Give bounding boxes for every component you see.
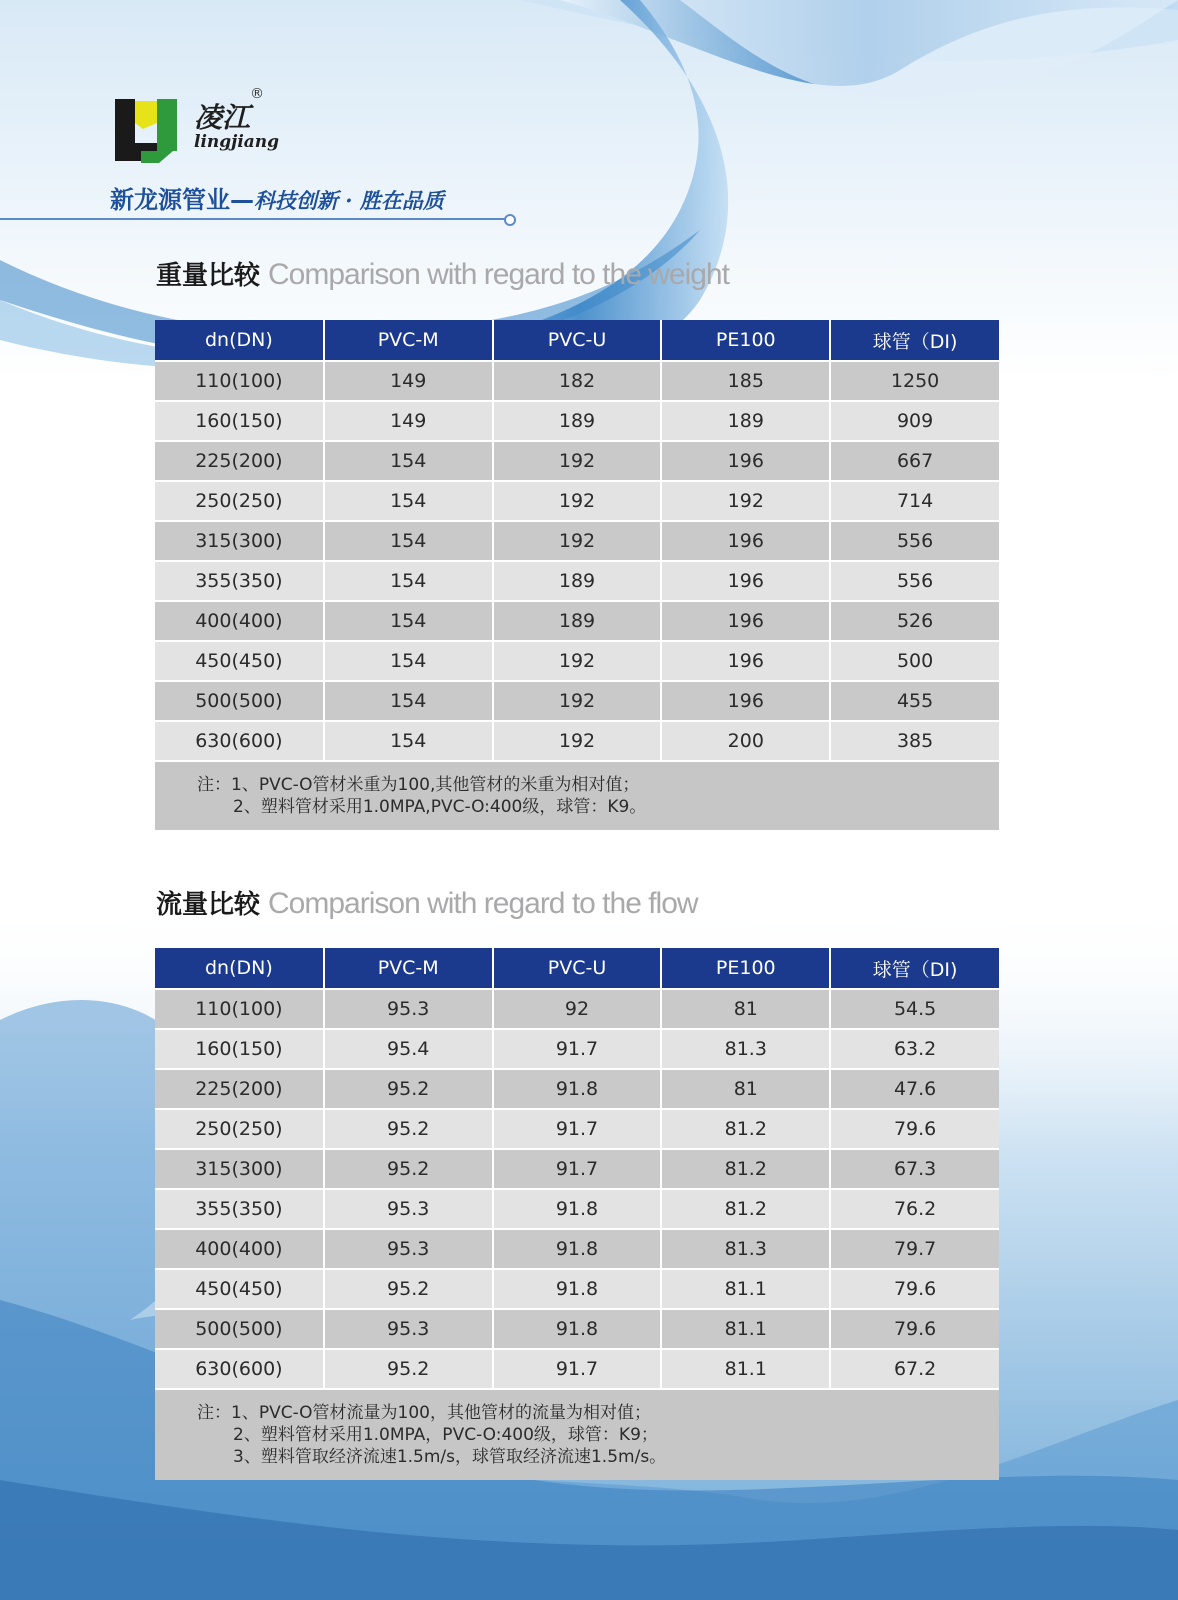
table-cell: 196: [661, 561, 830, 601]
table-row: [155, 441, 999, 481]
table-row: [155, 1229, 999, 1269]
table-cell: 196: [661, 521, 830, 561]
table-cell: 149: [324, 361, 493, 401]
table-cell: 91.7: [493, 1029, 662, 1069]
table-cell: 67.2: [830, 1349, 999, 1389]
table-cell: 450(450): [155, 641, 324, 681]
header-di: 球管（DI): [830, 320, 999, 361]
note-line: 2、塑料管材采用1.0MPA，PVC-O:400级，球管：K9；: [233, 1425, 658, 1445]
table-row: [155, 1069, 999, 1109]
table-cell: 91.8: [493, 1269, 662, 1309]
flow-title-en: Comparison with regard to the flow: [268, 887, 698, 920]
table-cell: 91.7: [493, 1149, 662, 1189]
table-cell: 63.2: [830, 1029, 999, 1069]
header-pvc-u: PVC-U: [493, 948, 662, 989]
table-cell: 76.2: [830, 1189, 999, 1229]
table-cell: 192: [493, 521, 662, 561]
table-cell: 250(250): [155, 1109, 324, 1149]
flow-notes: [155, 1389, 999, 1480]
table-cell: 95.2: [324, 1149, 493, 1189]
table-cell: 154: [324, 521, 493, 561]
table-cell: 189: [661, 401, 830, 441]
table-cell: 91.7: [493, 1109, 662, 1149]
table-note-row: [155, 1389, 999, 1480]
weight-notes: [155, 761, 999, 830]
table-cell: 95.2: [324, 1269, 493, 1309]
registered-mark: ®: [250, 86, 264, 102]
table-cell: 250(250): [155, 481, 324, 521]
table-cell: 149: [324, 401, 493, 441]
weight-section-title: [156, 255, 729, 292]
slogan-underline: [0, 218, 508, 220]
header-dn: dn(DN): [155, 948, 324, 989]
table-cell: 192: [493, 721, 662, 761]
table-cell: 189: [493, 561, 662, 601]
table-cell: 455: [830, 681, 999, 721]
table-cell: 225(200): [155, 1069, 324, 1109]
table-cell: 714: [830, 481, 999, 521]
table-cell: 81.2: [661, 1109, 830, 1149]
table-cell: 355(350): [155, 1189, 324, 1229]
table-cell: 54.5: [830, 989, 999, 1029]
table-cell: 91.8: [493, 1309, 662, 1349]
table-cell: 160(150): [155, 401, 324, 441]
table-cell: 196: [661, 641, 830, 681]
table-row: [155, 1349, 999, 1389]
company-slogan: [110, 180, 444, 215]
table-row: [155, 1269, 999, 1309]
table-cell: 81.2: [661, 1189, 830, 1229]
table-cell: 400(400): [155, 1229, 324, 1269]
table-row: [155, 521, 999, 561]
table-cell: 154: [324, 441, 493, 481]
table-cell: 81.2: [661, 1149, 830, 1189]
table-cell: 154: [324, 681, 493, 721]
flow-table: [155, 948, 999, 1480]
table-cell: 95.2: [324, 1109, 493, 1149]
note-line: 3、塑料管取经济流速1.5m/s，球管取经济流速1.5m/s。: [233, 1447, 667, 1467]
table-cell: 81: [661, 989, 830, 1029]
table-cell: 95.4: [324, 1029, 493, 1069]
table-cell: 81.3: [661, 1229, 830, 1269]
table-cell: 154: [324, 561, 493, 601]
table-cell: 154: [324, 721, 493, 761]
table-row: [155, 601, 999, 641]
table-cell: 630(600): [155, 1349, 324, 1389]
table-cell: 67.3: [830, 1149, 999, 1189]
table-cell: 315(300): [155, 521, 324, 561]
table-cell: 110(100): [155, 361, 324, 401]
brand-logo-icon: [113, 93, 185, 165]
header-di: 球管（DI): [830, 948, 999, 989]
table-cell: 192: [493, 681, 662, 721]
table-cell: 182: [493, 361, 662, 401]
table-cell: 154: [324, 481, 493, 521]
table-cell: 189: [493, 401, 662, 441]
table-cell: 909: [830, 401, 999, 441]
table-row: [155, 1029, 999, 1069]
table-cell: 556: [830, 561, 999, 601]
table-cell: 95.3: [324, 1309, 493, 1349]
header-pe100: PE100: [661, 948, 830, 989]
table-row: [155, 989, 999, 1029]
table-cell: 95.3: [324, 989, 493, 1029]
header-pe100: PE100: [661, 320, 830, 361]
table-cell: 95.2: [324, 1069, 493, 1109]
table-cell: 185: [661, 361, 830, 401]
table-cell: 79.6: [830, 1269, 999, 1309]
table-row: [155, 721, 999, 761]
table-cell: 91.8: [493, 1069, 662, 1109]
table-cell: 81.1: [661, 1269, 830, 1309]
note-line: 注：1、PVC-O管材流量为100，其他管材的流量为相对值；: [197, 1403, 652, 1423]
table-cell: 154: [324, 601, 493, 641]
table-header-row: [155, 948, 999, 989]
flow-title-cn: 流量比较: [156, 890, 261, 920]
table-cell: 154: [324, 641, 493, 681]
slogan-text: 科技创新 · 胜在品质: [254, 188, 444, 213]
table-row: [155, 1189, 999, 1229]
header-dn: dn(DN): [155, 320, 324, 361]
brand-name-en: lingjiang: [194, 132, 280, 152]
table-cell: 92: [493, 989, 662, 1029]
table-note-row: [155, 761, 999, 830]
table-cell: 189: [493, 601, 662, 641]
table-cell: 196: [661, 681, 830, 721]
table-cell: 225(200): [155, 441, 324, 481]
table-cell: 91.8: [493, 1189, 662, 1229]
table-cell: 91.8: [493, 1229, 662, 1269]
flow-section-title: [156, 884, 698, 921]
table-row: [155, 361, 999, 401]
header-pvc-u: PVC-U: [493, 320, 662, 361]
table-cell: 192: [493, 441, 662, 481]
table-row: [155, 561, 999, 601]
brand-header: [110, 88, 530, 238]
note-line: 注：1、PVC-O管材米重为100,其他管材的米重为相对值；: [197, 775, 640, 795]
slogan-dot-icon: [504, 214, 516, 226]
table-cell: 95.2: [324, 1349, 493, 1389]
company-name: 新龙源管业—: [110, 186, 254, 214]
table-row: [155, 1109, 999, 1149]
table-cell: 79.6: [830, 1309, 999, 1349]
table-cell: 526: [830, 601, 999, 641]
weight-table: [155, 320, 999, 830]
table-row: [155, 401, 999, 441]
table-cell: 81.1: [661, 1349, 830, 1389]
table-header-row: [155, 320, 999, 361]
table-cell: 79.6: [830, 1109, 999, 1149]
table-cell: 81.1: [661, 1309, 830, 1349]
table-cell: 91.7: [493, 1349, 662, 1389]
table-row: [155, 641, 999, 681]
brand-name-cn: 凌江: [194, 101, 251, 134]
weight-title-cn: 重量比较: [156, 261, 261, 291]
table-cell: 200: [661, 721, 830, 761]
table-cell: 79.7: [830, 1229, 999, 1269]
table-cell: 385: [830, 721, 999, 761]
table-cell: 1250: [830, 361, 999, 401]
table-cell: 500(500): [155, 681, 324, 721]
header-pvc-m: PVC-M: [324, 948, 493, 989]
table-cell: 192: [661, 481, 830, 521]
header-pvc-m: PVC-M: [324, 320, 493, 361]
table-cell: 355(350): [155, 561, 324, 601]
table-cell: 315(300): [155, 1149, 324, 1189]
table-cell: 667: [830, 441, 999, 481]
table-cell: 500: [830, 641, 999, 681]
table-cell: 47.6: [830, 1069, 999, 1109]
table-cell: 500(500): [155, 1309, 324, 1349]
table-row: [155, 1309, 999, 1349]
table-row: [155, 1149, 999, 1189]
table-cell: 95.3: [324, 1229, 493, 1269]
table-cell: 450(450): [155, 1269, 324, 1309]
table-cell: 630(600): [155, 721, 324, 761]
table-cell: 400(400): [155, 601, 324, 641]
note-line: 2、塑料管材采用1.0MPA,PVC-O:400级，球管：K9。: [233, 797, 647, 817]
table-cell: 110(100): [155, 989, 324, 1029]
table-cell: 95.3: [324, 1189, 493, 1229]
table-cell: 81.3: [661, 1029, 830, 1069]
table-cell: 196: [661, 601, 830, 641]
table-cell: 556: [830, 521, 999, 561]
table-cell: 196: [661, 441, 830, 481]
weight-title-en: Comparison with regard to the weight: [268, 258, 729, 291]
table-row: [155, 681, 999, 721]
table-cell: 160(150): [155, 1029, 324, 1069]
table-cell: 192: [493, 641, 662, 681]
table-cell: 81: [661, 1069, 830, 1109]
table-row: [155, 481, 999, 521]
table-cell: 192: [493, 481, 662, 521]
